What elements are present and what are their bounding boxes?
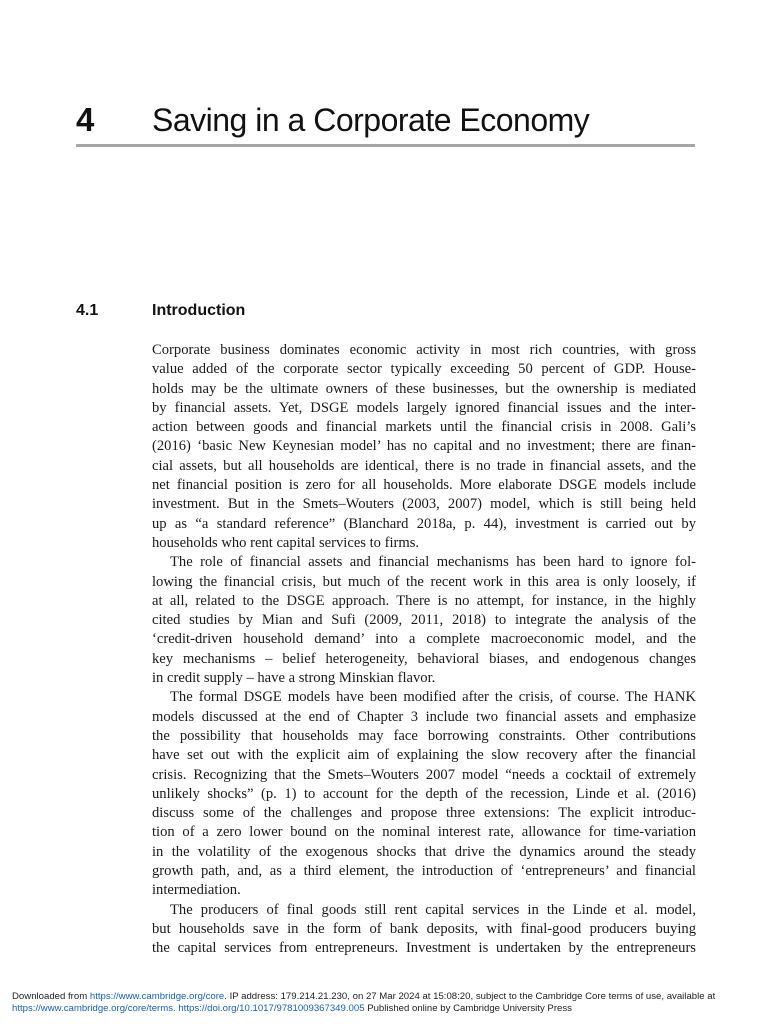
text-line: growth path, and, as a third element, the introduction of ‘entrepreneurs’ and financial	[152, 863, 696, 880]
section-header	[76, 300, 695, 322]
cambridge-core-link[interactable]: https://www.cambridge.org/core	[89, 991, 225, 1002]
text-line: investment. But in the Smets–Wouters (2003, 2007) model, which is still being held	[152, 496, 696, 513]
footer-line-2	[12, 1003, 760, 1015]
text-line: at all, related to the DSGE approach. There is no attempt, for instance, in the highly	[152, 592, 696, 609]
text-line: ‘credit-driven household demand’ into a complete macroeconomic model, and the	[152, 631, 696, 648]
text-line: holds may be the ultimate owners of these businesses, but the ownership is mediated	[152, 380, 696, 397]
text-line: intermediation.	[152, 882, 241, 899]
text-line: have set out with the explicit aim of explaining the slow recovery after the financial	[152, 747, 696, 764]
text-line: key mechanisms – belief heterogeneity, behavioral biases, and endogenous changes	[152, 650, 696, 667]
text-line: in the volatility of the exogenous shocks that drive the dynamics around the steady	[152, 843, 696, 860]
text-line: crisis. Recognizing that the Smets–Wouters 2007 model “needs a cocktail of extremely	[152, 766, 696, 783]
chapter-title: Saving in a Corporate Economy	[152, 102, 590, 138]
text-line: but households save in the form of bank deposits, with final-good producers buying	[152, 920, 696, 937]
text-line: tion of a zero lower bound on the nominal interest rate, allowance for time-variation	[152, 824, 696, 841]
text-line: households who rent capital services to firms.	[152, 534, 420, 551]
text-line: lowing the financial crisis, but much of the recent work in this area is only loosely, if	[152, 573, 696, 590]
text-line: The producers of final goods still rent capital services in the Linde et al. model,	[170, 901, 696, 918]
body-text	[152, 341, 696, 959]
text-line: the capital services from entrepreneurs. Investment is undertaken by the entrepreneurs	[152, 940, 696, 957]
text-line: The formal DSGE models have been modified after the crisis, of course. The HANK	[170, 689, 696, 706]
text-line: the possibility that households may face borrowing constraints. Other contributions	[152, 727, 696, 744]
footer-prefix: Downloaded from	[12, 991, 90, 1002]
terms-doi-link[interactable]: https://www.cambridge.org/core/terms. https://doi.org/10.1017/9781009367349.005	[12, 1003, 365, 1014]
text-line: models discussed at the end of Chapter 3 include two financial assets and emphasize	[152, 708, 696, 725]
chapter-header	[76, 100, 695, 147]
footer-line-1	[12, 991, 760, 1003]
chapter-number: 4	[76, 101, 95, 138]
text-line: by financial assets. Yet, DSGE models largely ignored financial issues and the inter-	[152, 399, 696, 416]
text-line: in credit supply – have a strong Minskian flavor.	[152, 670, 436, 687]
text-line: value added of the corporate sector typically exceeding 50 percent of GDP. House-	[152, 361, 696, 378]
footer-ip-text: . IP address: 179.214.21.230, on 27 Mar 2024 at 15:08:20, subject to the Cambridge Core terms of use, available at	[224, 991, 716, 1002]
section-title: Introduction	[152, 302, 246, 319]
text-line: cited studies by Mian and Sufi (2009, 2011, 2018) to integrate the analysis of the	[152, 612, 696, 629]
text-line: unlikely shocks” (p. 1) to account for the depth of the recession, Linde et al. (2016)	[152, 785, 696, 802]
text-line: Corporate business dominates economic activity in most rich countries, with gross	[152, 342, 696, 358]
text-line: net financial position is zero for all households. More elaborate DSGE models include	[152, 477, 696, 494]
text-line: The role of financial assets and financial mechanisms has been hard to ignore fol-	[170, 554, 696, 571]
section-number: 4.1	[76, 302, 99, 319]
download-footer	[12, 991, 760, 1015]
text-line: discuss some of the challenges and propose three extensions: The explicit introduc-	[152, 805, 696, 822]
text-line: up as “a standard reference” (Blanchard 2018a, p. 44), investment is carried out by	[152, 515, 696, 532]
footer-published-text: Published online by Cambridge University Press	[364, 1003, 572, 1014]
text-line: (2016) ‘basic New Keynesian model’ has no capital and no investment; there are finan-	[152, 438, 696, 455]
text-line: cial assets, but all households are identical, there is no trade in financial assets, and the	[152, 457, 696, 474]
text-line: action between goods and financial markets until the financial crisis in 2008. Gali’s	[152, 419, 696, 436]
